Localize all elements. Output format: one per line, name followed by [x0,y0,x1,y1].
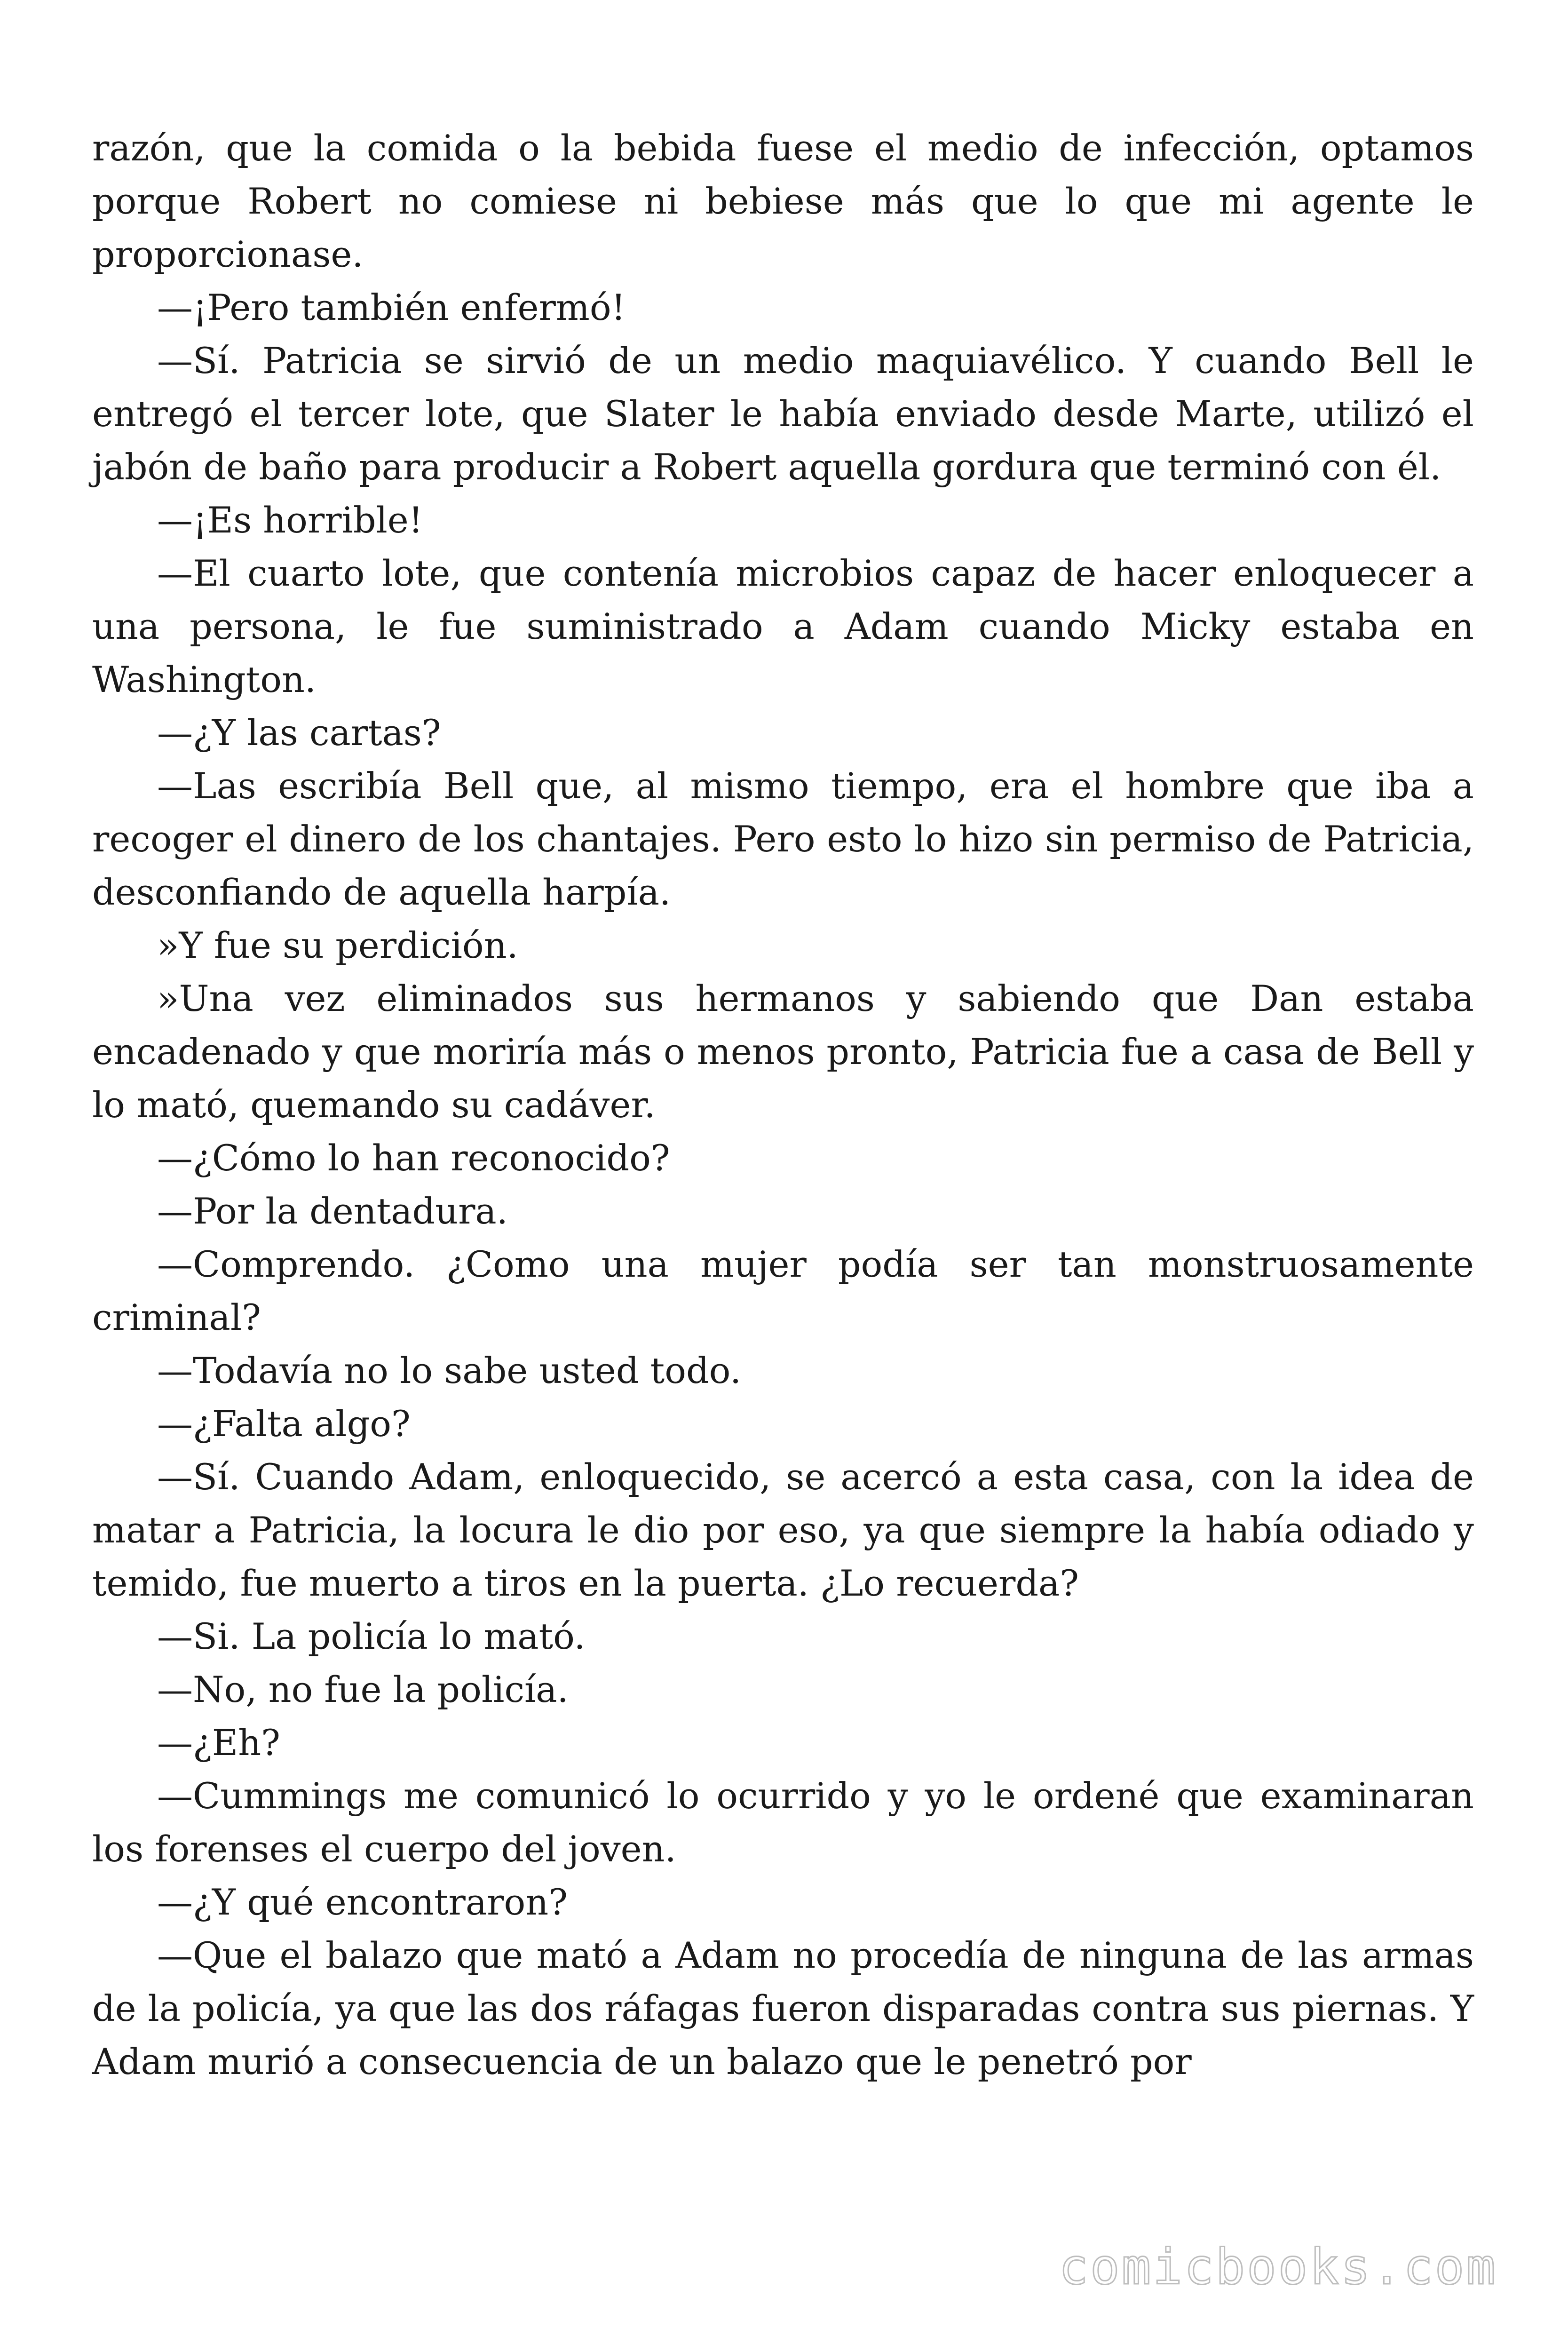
paragraph-15: —Sí. Cuando Adam, enloquecido, se acercó a esta casa, con la idea de matar a Patricia, la locura le dio por eso, ya que siempre la había odiado y temido, fue muerto a tiros en la puerta. ¿Lo recuerda? [92,1456,1474,1604]
paragraph-9: »Una vez eliminados sus hermanos y sabiendo que Dan estaba encadenado y que moriría más o menos pronto, Patricia fue a casa de Bell y lo mató, quemando su cadáver. [92,977,1474,1126]
paragraph-19: —Cummings me comunicó lo ocurrido y yo le ordené que examinaran los forenses el cuerpo del joven. [92,1775,1474,1870]
paragraph-11: —Por la dentadura. [157,1190,508,1232]
paragraph-2: —¡Pero también enfermó! [157,286,626,328]
body-text [92,121,1474,2088]
paragraph-5: —El cuarto lote, que contenía microbios capaz de hacer enloquecer a una persona, le fue suministrado a Adam cuando Micky estaba en Washington. [92,552,1474,700]
paragraph-21: —Que el balazo que mató a Adam no procedía de ninguna de las armas de la policía, ya que las dos ráfagas fueron disparadas contra sus piernas. Y Adam murió a consecuencia de un balazo que le penetró por [92,1934,1474,2082]
paragraph-16: —Si. La policía lo mató. [157,1615,586,1657]
paragraph-20: —¿Y qué encontraron? [157,1881,568,1923]
paragraph-14: —¿Falta algo? [157,1403,411,1445]
paragraph-18: —¿Eh? [157,1722,280,1764]
paragraph-10: —¿Cómo lo han reconocido? [157,1137,670,1179]
paragraph-13: —Todavía no lo sabe usted todo. [157,1350,742,1391]
paragraph-4: —¡Es horrible! [157,499,423,541]
paragraph-12: —Comprendo. ¿Como una mujer podía ser tan monstruosamente criminal? [92,1243,1474,1338]
paragraph-1: razón, que la comida o la bebida fuese el medio de infección, optamos porque Robert no comiese ni bebiese más que lo que mi agente le proporcionase. [92,127,1474,275]
paragraph-6: —¿Y las cartas? [157,712,441,754]
paragraph-3: —Sí. Patricia se sirvió de un medio maquiavélico. Y cuando Bell le entregó el tercer lote, que Slater le había enviado desde Marte, utilizó el jabón de baño para producir a Robert aquella gordura que terminó con él. [92,340,1474,488]
paragraph-7: —Las escribía Bell que, al mismo tiempo, era el hombre que iba a recoger el dinero de los chantajes. Pero esto lo hizo sin permiso de Patricia, desconfiando de aquella harpía. [92,765,1474,913]
paragraph-17: —No, no fue la policía. [157,1669,569,1710]
watermark: comicbooks.com [1059,2238,1497,2296]
paragraph-8: »Y fue su perdición. [157,924,518,966]
